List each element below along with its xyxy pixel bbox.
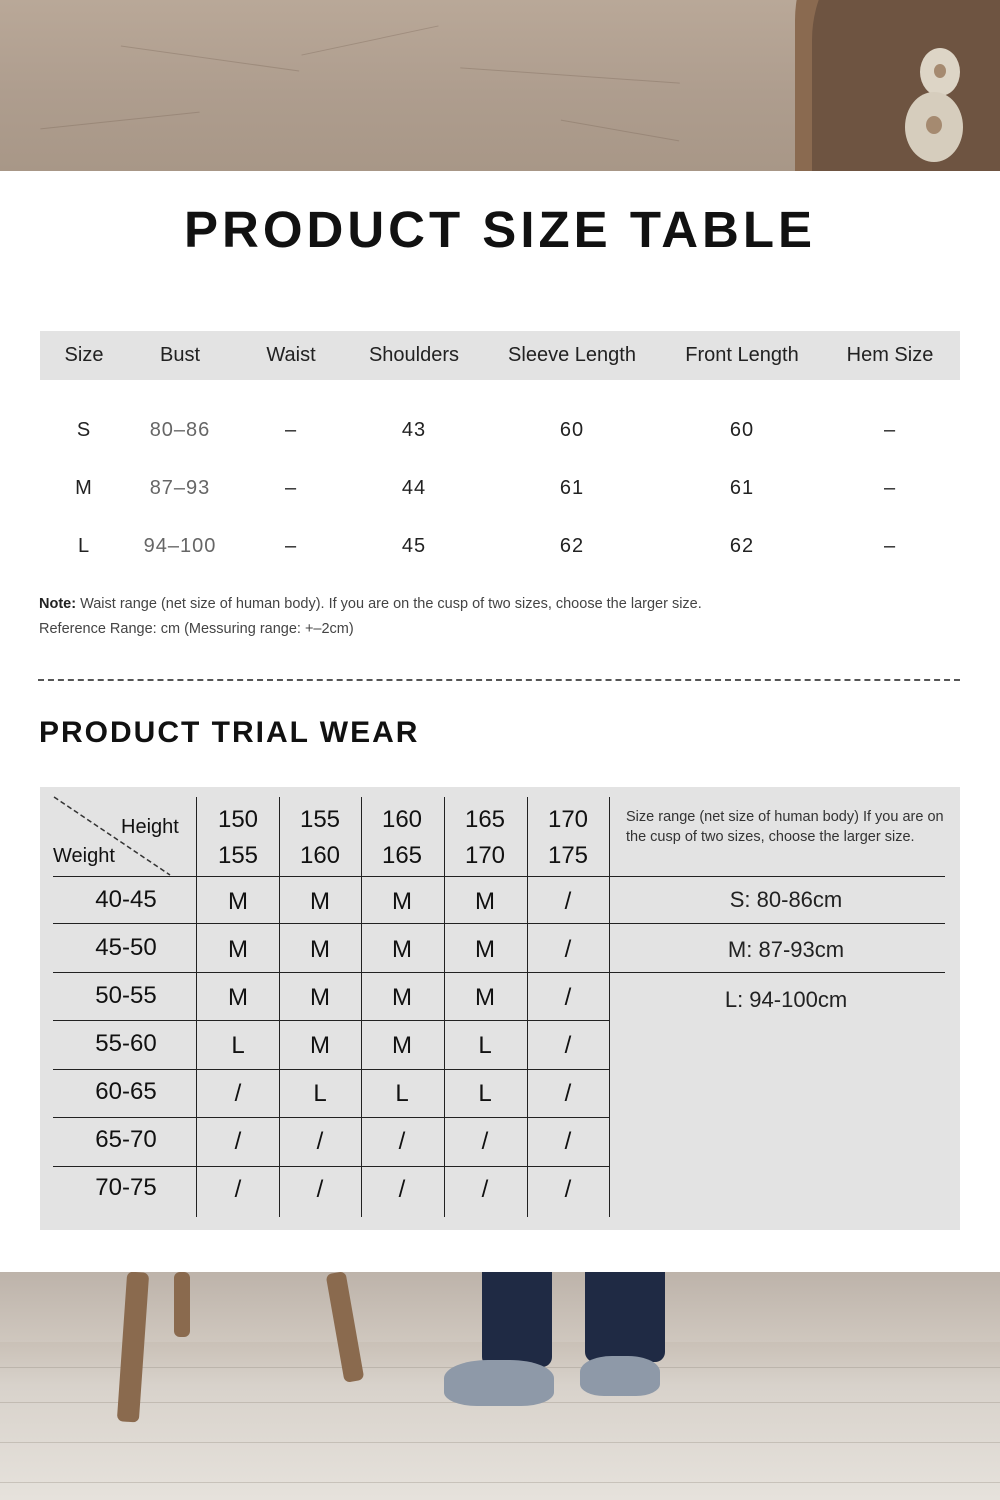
grid-line	[279, 797, 280, 1217]
cell-hem-size: –	[883, 477, 897, 499]
reference-range-note: Reference Range: cm (Messuring range: +–2cm)	[39, 621, 354, 637]
page-title: PRODUCT SIZE TABLE	[183, 201, 817, 258]
grid-line	[361, 797, 362, 1217]
size-cell: M	[392, 888, 412, 915]
cell-shoulders: 43	[401, 419, 427, 441]
height-range	[300, 802, 340, 874]
size-cell: M	[310, 888, 330, 915]
height-to: 160	[299, 842, 341, 869]
cell-sleeve-length: 62	[559, 535, 585, 557]
size-cell: /	[564, 888, 572, 915]
size-cell: M	[310, 1032, 330, 1059]
weight-range: 70-75	[95, 1174, 157, 1201]
header-cell-hem-size: Hem Size	[846, 344, 934, 366]
grid-line	[53, 1020, 610, 1021]
size-cell: /	[234, 1128, 242, 1155]
size-cell: /	[316, 1128, 324, 1155]
size-cell: /	[564, 1128, 572, 1155]
cell-front-length: 62	[729, 535, 755, 557]
size-cell: M	[228, 984, 248, 1011]
weight-axis-label: Weight	[53, 845, 115, 867]
bust-range-m: M: 87-93cm	[727, 937, 845, 962]
size-cell: M	[475, 936, 495, 963]
height-to: 155	[217, 842, 259, 869]
cell-hem-size: –	[883, 535, 897, 557]
cell-front-length: 60	[729, 419, 755, 441]
size-cell: L	[478, 1032, 492, 1059]
note-text: Waist range (net size of human body). If you are on the cusp of two sizes, choose the larger size.	[76, 596, 702, 612]
grid-line	[444, 797, 445, 1217]
height-axis-label: Height	[121, 816, 179, 838]
table-row	[40, 419, 960, 449]
jeans	[482, 1272, 552, 1367]
cell-size: L	[77, 535, 91, 557]
size-cell: /	[481, 1176, 489, 1203]
header-photo	[0, 0, 1000, 171]
size-cell: M	[392, 936, 412, 963]
header-cell-sleeve-length: Sleeve Length	[508, 344, 636, 366]
grid-line	[196, 797, 197, 1217]
header-cell-size: Size	[64, 344, 104, 366]
size-range-note: Size range (net size of human body) If you are on the cusp of two sizes, choose the larger size.	[626, 809, 944, 845]
grid-line	[53, 923, 945, 924]
size-cell: /	[316, 1176, 324, 1203]
height-range	[218, 802, 258, 874]
grid-line	[53, 876, 945, 877]
cell-front-length: 61	[729, 477, 755, 499]
weight-range: 40-45	[95, 886, 157, 913]
size-cell: /	[564, 1080, 572, 1107]
size-table-header	[40, 331, 960, 380]
height-to: 165	[381, 842, 423, 869]
note-label: Note:	[39, 596, 77, 612]
height-to: 170	[464, 842, 506, 869]
height-range	[465, 802, 505, 874]
cell-sleeve-length: 61	[559, 477, 585, 499]
size-cell: L	[313, 1080, 327, 1107]
size-cell: /	[564, 1032, 572, 1059]
size-cell: /	[481, 1128, 489, 1155]
size-cell: M	[310, 936, 330, 963]
height-from: 150	[217, 806, 259, 833]
size-cell: L	[231, 1032, 245, 1059]
grid-line	[53, 1069, 610, 1070]
table-row	[40, 535, 960, 565]
size-note	[39, 596, 702, 612]
size-cell: /	[234, 1080, 242, 1107]
cell-bust: 80–86	[149, 419, 211, 441]
cell-waist: –	[284, 535, 298, 557]
size-cell: L	[395, 1080, 409, 1107]
size-cell: M	[392, 984, 412, 1011]
height-range	[548, 802, 588, 874]
size-cell: M	[310, 984, 330, 1011]
grid-line	[527, 797, 528, 1217]
stool-leg	[174, 1272, 190, 1337]
footer-photo	[0, 1272, 1000, 1500]
height-from: 165	[464, 806, 506, 833]
cell-bust: 94–100	[143, 535, 217, 557]
grid-line	[53, 1166, 610, 1167]
grid-line	[53, 972, 945, 973]
weight-range: 50-55	[95, 982, 157, 1009]
height-to: 175	[547, 842, 589, 869]
table-row	[40, 477, 960, 507]
size-cell: /	[564, 984, 572, 1011]
header-cell-bust: Bust	[159, 344, 201, 366]
shoe	[444, 1360, 554, 1406]
size-cell: M	[228, 936, 248, 963]
size-cell: /	[398, 1176, 406, 1203]
cell-shoulders: 44	[401, 477, 427, 499]
grid-line	[609, 797, 610, 1217]
grid-line	[53, 1117, 610, 1118]
header-cell-front-length: Front Length	[685, 344, 799, 366]
size-cell: /	[564, 936, 572, 963]
size-cell: M	[475, 984, 495, 1011]
weight-range: 55-60	[95, 1030, 157, 1057]
size-cell: M	[392, 1032, 412, 1059]
header-cell-shoulders: Shoulders	[368, 344, 460, 366]
height-from: 170	[547, 806, 589, 833]
cell-waist: –	[284, 419, 298, 441]
size-cell: /	[564, 1176, 572, 1203]
size-cell: /	[398, 1128, 406, 1155]
bust-range-s: S: 80-86cm	[729, 887, 843, 912]
height-from: 155	[299, 806, 341, 833]
cell-hem-size: –	[883, 419, 897, 441]
size-cell: /	[234, 1176, 242, 1203]
weight-range: 45-50	[95, 934, 157, 961]
section-divider	[38, 679, 960, 681]
cell-shoulders: 45	[401, 535, 427, 557]
weight-range: 65-70	[95, 1126, 157, 1153]
height-range	[382, 802, 422, 874]
cell-size: S	[76, 419, 92, 441]
cell-size: M	[75, 477, 93, 499]
section-title: PRODUCT TRIAL WEAR	[39, 716, 420, 749]
bust-range-l: L: 94-100cm	[724, 987, 848, 1012]
size-cell: L	[478, 1080, 492, 1107]
size-cell: M	[228, 888, 248, 915]
cell-bust: 87–93	[149, 477, 211, 499]
cell-waist: –	[284, 477, 298, 499]
height-from: 160	[381, 806, 423, 833]
weight-range: 60-65	[95, 1078, 157, 1105]
size-cell: M	[475, 888, 495, 915]
header-cell-waist: Waist	[266, 344, 316, 366]
cell-sleeve-length: 60	[559, 419, 585, 441]
